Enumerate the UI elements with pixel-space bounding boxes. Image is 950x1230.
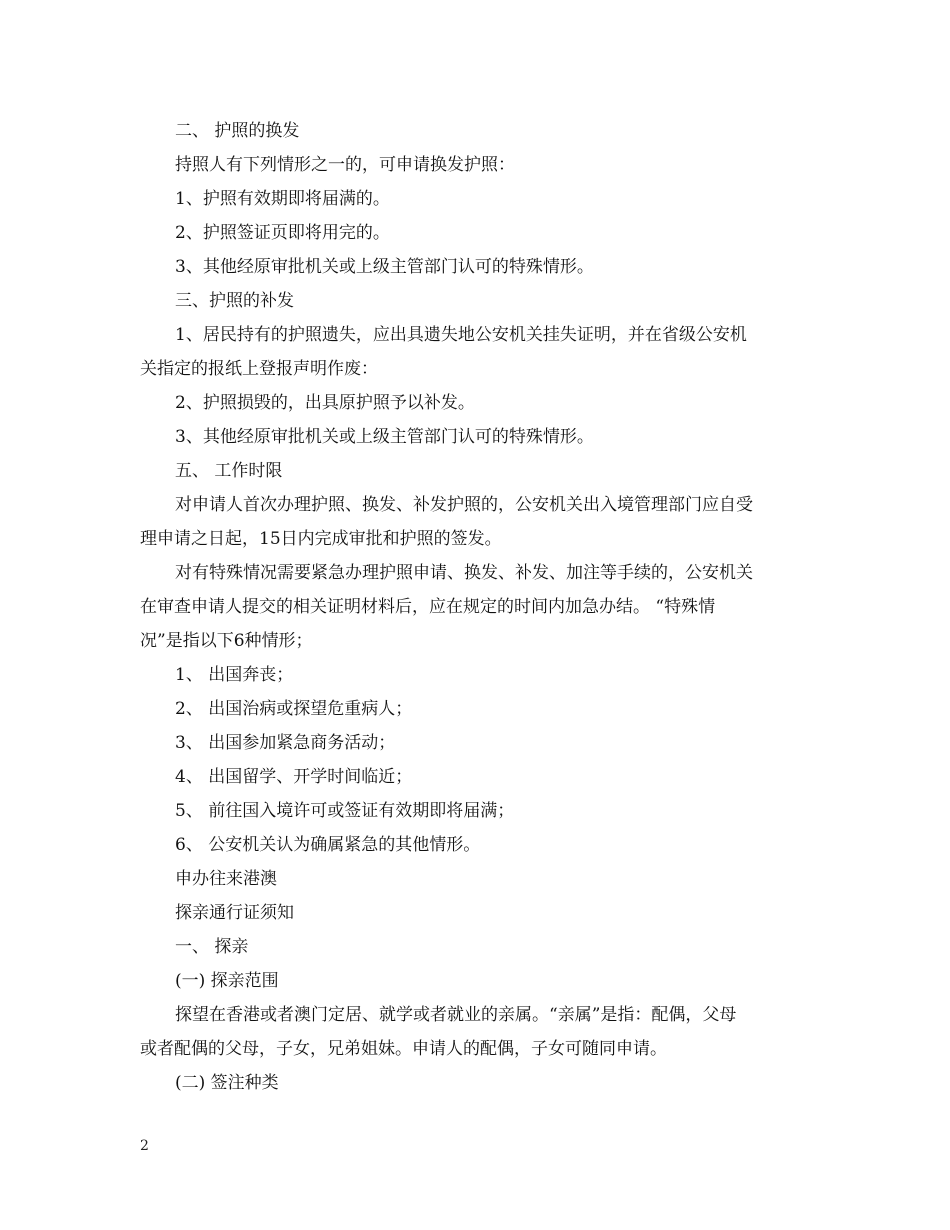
document-body: [140, 114, 810, 1100]
list-item: 1、 出国奔丧；: [175, 665, 294, 685]
paragraph-line: 对申请人首次办理护照、换发、补发护照的，公安机关出入境管理部门应自受: [175, 495, 753, 515]
list-item: 3、 出国参加紧急商务活动；: [175, 733, 396, 753]
list-item: 1、护照有效期即将届满的。: [175, 189, 390, 209]
page-number: 2: [140, 1138, 149, 1154]
paragraph-line: 或者配偶的父母，子女，兄弟姐妹。申请人的配偶，子女可随同申请。: [140, 1039, 667, 1059]
section-heading: 申办往来港澳: [175, 869, 277, 889]
list-item: 3、其他经原审批机关或上级主管部门认可的特殊情形。: [175, 257, 594, 277]
list-item: 6、 公安机关认为确属紧急的其他情形。: [175, 835, 481, 855]
subsection-heading: (一) 探亲范围: [175, 971, 279, 991]
list-item: 2、护照损毁的，出具原护照予以补发。: [175, 393, 475, 413]
list-item: 1、居民持有的护照遗失，应出具遗失地公安机关挂失证明，并在省级公安机: [175, 325, 747, 345]
section-heading: 探亲通行证须知: [175, 903, 294, 923]
paragraph-line: 探望在香港或者澳门定居、就学或者就业的亲属。“亲属”是指：配偶，父母: [175, 1005, 737, 1025]
section-heading: 一、 探亲: [175, 937, 249, 957]
paragraph-line: 理申请之日起，15日内完成审批和护照的签发。: [140, 529, 502, 549]
list-item: 4、 出国留学、开学时间临近；: [175, 767, 413, 787]
list-item: 3、其他经原审批机关或上级主管部门认可的特殊情形。: [175, 427, 594, 447]
subsection-heading: (二) 签注种类: [175, 1073, 279, 1093]
paragraph-line: 对有特殊情况需要紧急办理护照申请、换发、补发、加注等手续的，公安机关: [175, 563, 753, 583]
list-item: 2、护照签证页即将用完的。: [175, 223, 390, 243]
paragraph-line: 关指定的报纸上登报声明作废：: [140, 359, 378, 379]
list-item: 2、 出国治病或探望危重病人；: [175, 699, 413, 719]
section-heading: 五、 工作时限: [175, 461, 283, 481]
list-item: 5、 前往国入境许可或签证有效期即将届满；: [175, 801, 515, 821]
paragraph-line: 持照人有下列情形之一的，可申请换发护照：: [175, 155, 515, 175]
section-heading: 二、 护照的换发: [175, 121, 300, 141]
section-heading: 三、护照的补发: [175, 291, 294, 311]
paragraph-line: 况”是指以下6种情形；: [140, 631, 313, 651]
paragraph-line: 在审查申请人提交的相关证明材料后，应在规定的时间内加急办结。 “特殊情: [140, 597, 716, 617]
